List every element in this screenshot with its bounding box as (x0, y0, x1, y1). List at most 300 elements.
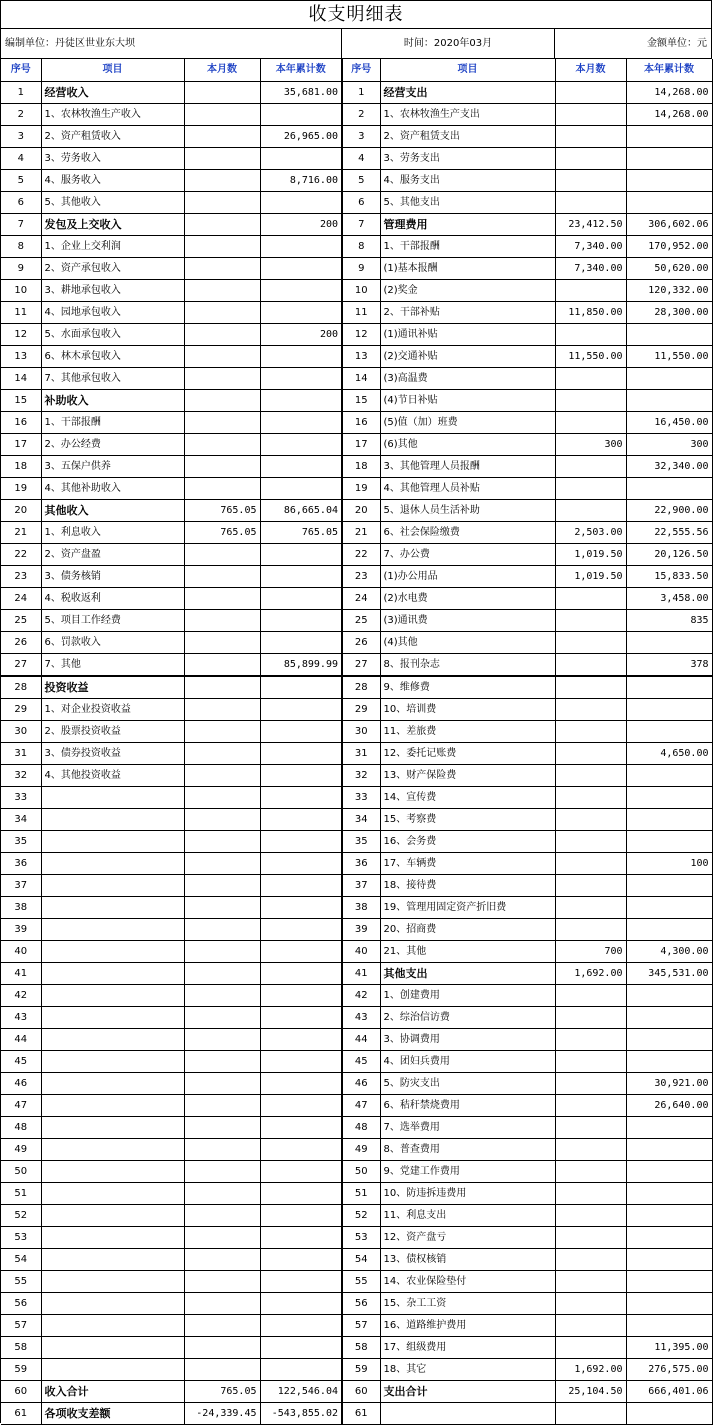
income-item-cell: 4、其他补助收入 (41, 477, 184, 499)
header-row (1, 59, 712, 81)
table-row (1, 411, 712, 433)
expense-ytd-cell (626, 1270, 712, 1292)
expense-ytd-cell (626, 698, 712, 720)
expense-ytd-cell (626, 1160, 712, 1182)
table-row (1, 631, 712, 653)
expense-month-cell (555, 499, 626, 521)
table-row (1, 808, 712, 830)
income-ytd-cell (260, 609, 342, 631)
table-row (1, 125, 712, 147)
income-month-cell (184, 147, 260, 169)
expense-ytd-cell: 378 (626, 653, 712, 676)
expense-item-cell: 12、委托记账费 (380, 742, 555, 764)
income-item-cell: 3、耕地承包收入 (41, 279, 184, 301)
expense-month-cell (555, 1314, 626, 1336)
header-expense-month: 本月数 (555, 59, 626, 81)
income-ytd-cell (260, 631, 342, 653)
table-row (1, 587, 712, 609)
expense-ytd-cell: 276,575.00 (626, 1358, 712, 1380)
income-seq-cell: 38 (1, 896, 41, 918)
table-row (1, 896, 712, 918)
expense-seq-cell: 12 (342, 323, 380, 345)
expense-month-cell (555, 1160, 626, 1182)
expense-month-cell (555, 808, 626, 830)
income-month-cell (184, 367, 260, 389)
expense-ytd-cell (626, 786, 712, 808)
income-item-cell (41, 896, 184, 918)
income-seq-cell: 54 (1, 1248, 41, 1270)
income-item-cell (41, 918, 184, 940)
expense-month-cell (555, 389, 626, 411)
income-ytd-cell (260, 1182, 342, 1204)
expense-month-cell (555, 720, 626, 742)
income-item-cell: 5、其他收入 (41, 191, 184, 213)
income-ytd-cell (260, 1138, 342, 1160)
header-expense-ytd: 本年累计数 (626, 59, 712, 81)
expense-ytd-cell: 306,602.06 (626, 213, 712, 235)
expense-month-cell (555, 1028, 626, 1050)
expense-ytd-cell: 11,550.00 (626, 345, 712, 367)
income-month-cell (184, 1270, 260, 1292)
table-row (1, 676, 712, 699)
income-month-cell (184, 477, 260, 499)
expense-month-cell (555, 125, 626, 147)
expense-item-cell: 4、服务支出 (380, 169, 555, 191)
header-income-month: 本月数 (184, 59, 260, 81)
income-seq-cell: 29 (1, 698, 41, 720)
income-month-cell (184, 169, 260, 191)
expense-seq-cell: 61 (342, 1402, 380, 1424)
income-seq-cell: 47 (1, 1094, 41, 1116)
expense-item-cell: 支出合计 (380, 1380, 555, 1402)
income-item-cell: 1、对企业投资收益 (41, 698, 184, 720)
expense-ytd-cell: 4,650.00 (626, 742, 712, 764)
expense-item-cell: 2、资产租赁支出 (380, 125, 555, 147)
header-expense-item: 项目 (380, 59, 555, 81)
expense-item-cell: 1、干部报酬 (380, 235, 555, 257)
expense-seq-cell: 11 (342, 301, 380, 323)
income-item-cell: 5、水面承包收入 (41, 323, 184, 345)
expense-item-cell: 8、报刊杂志 (380, 653, 555, 676)
income-month-cell (184, 1160, 260, 1182)
income-month-cell (184, 235, 260, 257)
income-item-cell: 3、劳务收入 (41, 147, 184, 169)
expense-seq-cell: 54 (342, 1248, 380, 1270)
expense-month-cell: 1,692.00 (555, 962, 626, 984)
income-ytd-cell (260, 1248, 342, 1270)
expense-item-cell: 16、道路维护费用 (380, 1314, 555, 1336)
income-item-cell: 7、其他承包收入 (41, 367, 184, 389)
income-ytd-cell (260, 587, 342, 609)
income-ytd-cell (260, 808, 342, 830)
table-row (1, 1380, 712, 1402)
income-item-cell: 3、债券投资收益 (41, 742, 184, 764)
income-ytd-cell (260, 1094, 342, 1116)
income-month-cell (184, 984, 260, 1006)
income-seq-cell: 5 (1, 169, 41, 191)
income-item-cell (41, 786, 184, 808)
income-ytd-cell (260, 1314, 342, 1336)
income-ytd-cell (260, 543, 342, 565)
expense-month-cell (555, 1116, 626, 1138)
income-ytd-cell (260, 852, 342, 874)
income-item-cell: 2、股票投资收益 (41, 720, 184, 742)
income-item-cell: 4、服务收入 (41, 169, 184, 191)
income-ytd-cell (260, 918, 342, 940)
income-seq-cell: 58 (1, 1336, 41, 1358)
expense-ytd-cell: 4,300.00 (626, 940, 712, 962)
expense-month-cell (555, 411, 626, 433)
expense-month-cell (555, 1050, 626, 1072)
income-month-cell (184, 676, 260, 699)
income-seq-cell: 52 (1, 1204, 41, 1226)
income-seq-cell: 55 (1, 1270, 41, 1292)
table-row (1, 786, 712, 808)
expense-ytd-cell (626, 477, 712, 499)
income-seq-cell: 21 (1, 521, 41, 543)
header-expense-seq: 序号 (342, 59, 380, 81)
expense-seq-cell: 56 (342, 1292, 380, 1314)
income-seq-cell: 40 (1, 940, 41, 962)
expense-seq-cell: 28 (342, 676, 380, 699)
table-row (1, 279, 712, 301)
income-seq-cell: 23 (1, 565, 41, 587)
income-month-cell (184, 1314, 260, 1336)
income-seq-cell: 34 (1, 808, 41, 830)
income-seq-cell: 15 (1, 389, 41, 411)
income-month-cell (184, 1336, 260, 1358)
income-item-cell: 1、农林牧渔生产收入 (41, 103, 184, 125)
income-seq-cell: 33 (1, 786, 41, 808)
income-seq-cell: 17 (1, 433, 41, 455)
income-month-cell: -24,339.45 (184, 1402, 260, 1424)
expense-seq-cell: 23 (342, 565, 380, 587)
expense-month-cell (555, 367, 626, 389)
expense-ytd-cell: 666,401.06 (626, 1380, 712, 1402)
expense-item-cell: 2、干部补贴 (380, 301, 555, 323)
expense-ytd-cell: 30,921.00 (626, 1072, 712, 1094)
expense-item-cell: (3)高温费 (380, 367, 555, 389)
table-row (1, 477, 712, 499)
income-item-cell: 4、其他投资收益 (41, 764, 184, 786)
income-month-cell (184, 433, 260, 455)
expense-ytd-cell: 15,833.50 (626, 565, 712, 587)
income-item-cell: 6、林木承包收入 (41, 345, 184, 367)
expense-ytd-cell (626, 1028, 712, 1050)
income-seq-cell: 7 (1, 213, 41, 235)
expense-seq-cell: 16 (342, 411, 380, 433)
expense-seq-cell: 2 (342, 103, 380, 125)
income-item-cell: 1、干部报酬 (41, 411, 184, 433)
income-ytd-cell (260, 764, 342, 786)
income-seq-cell: 41 (1, 962, 41, 984)
expense-item-cell: 9、维修费 (380, 676, 555, 699)
table-row (1, 698, 712, 720)
table-row (1, 830, 712, 852)
income-seq-cell: 28 (1, 676, 41, 699)
income-seq-cell: 25 (1, 609, 41, 631)
expense-item-cell: (1)通讯补贴 (380, 323, 555, 345)
expense-seq-cell: 24 (342, 587, 380, 609)
income-item-cell (41, 1292, 184, 1314)
income-seq-cell: 53 (1, 1226, 41, 1248)
table-row (1, 1248, 712, 1270)
income-seq-cell: 51 (1, 1182, 41, 1204)
table-row (1, 455, 712, 477)
income-month-cell (184, 609, 260, 631)
income-month-cell (184, 1006, 260, 1028)
expense-month-cell (555, 653, 626, 676)
expense-item-cell: (1)基本报酬 (380, 257, 555, 279)
table-row (1, 962, 712, 984)
expense-item-cell: (3)通讯费 (380, 609, 555, 631)
table-row (1, 521, 712, 543)
expense-month-cell (555, 147, 626, 169)
income-item-cell (41, 1006, 184, 1028)
income-month-cell: 765.05 (184, 499, 260, 521)
expense-month-cell: 25,104.50 (555, 1380, 626, 1402)
expense-ytd-cell: 26,640.00 (626, 1094, 712, 1116)
income-item-cell (41, 962, 184, 984)
expense-ytd-cell: 16,450.00 (626, 411, 712, 433)
expense-ytd-cell: 20,126.50 (626, 543, 712, 565)
income-ytd-cell (260, 367, 342, 389)
expense-month-cell (555, 830, 626, 852)
income-seq-cell: 59 (1, 1358, 41, 1380)
income-month-cell (184, 698, 260, 720)
expense-month-cell (555, 81, 626, 103)
expense-month-cell (555, 1204, 626, 1226)
expense-item-cell: 21、其他 (380, 940, 555, 962)
expense-month-cell (555, 103, 626, 125)
income-ytd-cell (260, 389, 342, 411)
expense-item-cell: 4、团妇兵费用 (380, 1050, 555, 1072)
expense-item-cell: 13、财产保险费 (380, 764, 555, 786)
expense-ytd-cell (626, 1292, 712, 1314)
income-month-cell (184, 742, 260, 764)
income-seq-cell: 9 (1, 257, 41, 279)
table-row (1, 1050, 712, 1072)
income-ytd-cell (260, 477, 342, 499)
expense-item-cell: 17、车辆费 (380, 852, 555, 874)
table-row (1, 852, 712, 874)
expense-ytd-cell (626, 1204, 712, 1226)
income-seq-cell: 13 (1, 345, 41, 367)
table-row (1, 213, 712, 235)
table-row (1, 1160, 712, 1182)
income-ytd-cell (260, 301, 342, 323)
income-item-cell (41, 1028, 184, 1050)
table-row (1, 653, 712, 676)
income-ytd-cell: 85,899.99 (260, 653, 342, 676)
income-item-cell: 3、债务核销 (41, 565, 184, 587)
income-month-cell (184, 125, 260, 147)
table-row (1, 389, 712, 411)
expense-item-cell: 6、秸秆禁烧费用 (380, 1094, 555, 1116)
income-ytd-cell (260, 433, 342, 455)
income-ytd-cell (260, 1292, 342, 1314)
expense-seq-cell: 1 (342, 81, 380, 103)
income-seq-cell: 6 (1, 191, 41, 213)
income-ytd-cell (260, 1028, 342, 1050)
expense-seq-cell: 60 (342, 1380, 380, 1402)
income-item-cell (41, 940, 184, 962)
income-seq-cell: 16 (1, 411, 41, 433)
expense-month-cell: 700 (555, 940, 626, 962)
income-item-cell (41, 830, 184, 852)
income-item-cell: 7、其他 (41, 653, 184, 676)
income-seq-cell: 10 (1, 279, 41, 301)
expense-item-cell: 1、农林牧渔生产支出 (380, 103, 555, 125)
expense-ytd-cell: 22,555.56 (626, 521, 712, 543)
income-item-cell: 2、办公经费 (41, 433, 184, 455)
income-month-cell (184, 1248, 260, 1270)
expense-ytd-cell (626, 147, 712, 169)
expense-item-cell: 20、招商费 (380, 918, 555, 940)
income-seq-cell: 35 (1, 830, 41, 852)
income-item-cell (41, 1138, 184, 1160)
table-row (1, 169, 712, 191)
income-seq-cell: 46 (1, 1072, 41, 1094)
expense-month-cell (555, 477, 626, 499)
income-ytd-cell (260, 676, 342, 699)
expense-ytd-cell (626, 1402, 712, 1424)
income-seq-cell: 3 (1, 125, 41, 147)
expense-item-cell: 7、选举费用 (380, 1116, 555, 1138)
income-month-cell (184, 565, 260, 587)
income-ytd-cell (260, 103, 342, 125)
table-row (1, 918, 712, 940)
table-row (1, 940, 712, 962)
income-ytd-cell: 35,681.00 (260, 81, 342, 103)
income-month-cell (184, 323, 260, 345)
income-ytd-cell (260, 1006, 342, 1028)
expense-item-cell: (4)节日补贴 (380, 389, 555, 411)
expense-month-cell: 11,550.00 (555, 345, 626, 367)
expense-item-cell: 17、组级费用 (380, 1336, 555, 1358)
expense-item-cell: (2)交通补贴 (380, 345, 555, 367)
expense-item-cell: 19、管理用固定资产折旧费 (380, 896, 555, 918)
income-item-cell (41, 1226, 184, 1248)
income-item-cell (41, 1116, 184, 1138)
income-month-cell (184, 962, 260, 984)
expense-ytd-cell (626, 808, 712, 830)
expense-seq-cell: 42 (342, 984, 380, 1006)
expense-item-cell: 16、会务费 (380, 830, 555, 852)
income-seq-cell: 24 (1, 587, 41, 609)
expense-item-cell: 10、培训费 (380, 698, 555, 720)
expense-seq-cell: 14 (342, 367, 380, 389)
expense-seq-cell: 29 (342, 698, 380, 720)
table-row (1, 1072, 712, 1094)
income-month-cell (184, 1050, 260, 1072)
table-row (1, 1226, 712, 1248)
table-row (1, 764, 712, 786)
table-row (1, 565, 712, 587)
expense-ytd-cell (626, 125, 712, 147)
expense-ytd-cell: 835 (626, 609, 712, 631)
income-seq-cell: 61 (1, 1402, 41, 1424)
income-month-cell (184, 257, 260, 279)
expense-ytd-cell: 14,268.00 (626, 81, 712, 103)
income-item-cell (41, 1160, 184, 1182)
expense-item-cell: 11、差旅费 (380, 720, 555, 742)
expense-seq-cell: 26 (342, 631, 380, 653)
income-item-cell: 4、税收返利 (41, 587, 184, 609)
income-seq-cell: 44 (1, 1028, 41, 1050)
expense-ytd-cell: 120,332.00 (626, 279, 712, 301)
table-row (1, 1204, 712, 1226)
income-item-cell: 5、项目工作经费 (41, 609, 184, 631)
table-row (1, 1314, 712, 1336)
income-item-cell (41, 1050, 184, 1072)
income-item-cell: 6、罚款收入 (41, 631, 184, 653)
income-seq-cell: 2 (1, 103, 41, 125)
income-month-cell (184, 213, 260, 235)
income-month-cell (184, 940, 260, 962)
income-ytd-cell (260, 830, 342, 852)
income-month-cell (184, 389, 260, 411)
expense-item-cell: 5、退休人员生活补助 (380, 499, 555, 521)
expense-seq-cell: 3 (342, 125, 380, 147)
income-month-cell (184, 543, 260, 565)
income-month-cell (184, 720, 260, 742)
income-item-cell (41, 1094, 184, 1116)
income-seq-cell: 36 (1, 852, 41, 874)
expense-seq-cell: 30 (342, 720, 380, 742)
income-item-cell (41, 1336, 184, 1358)
income-item-cell: 各项收支差额 (41, 1402, 184, 1424)
expense-seq-cell: 37 (342, 874, 380, 896)
expense-month-cell: 1,019.50 (555, 543, 626, 565)
income-item-cell: 3、五保户供养 (41, 455, 184, 477)
income-seq-cell: 48 (1, 1116, 41, 1138)
expense-seq-cell: 41 (342, 962, 380, 984)
expense-seq-cell: 7 (342, 213, 380, 235)
income-item-cell: 经营收入 (41, 81, 184, 103)
expense-seq-cell: 40 (342, 940, 380, 962)
expense-ytd-cell (626, 1050, 712, 1072)
expense-ytd-cell: 345,531.00 (626, 962, 712, 984)
expense-month-cell (555, 896, 626, 918)
income-month-cell (184, 411, 260, 433)
expense-month-cell (555, 852, 626, 874)
expense-month-cell (555, 631, 626, 653)
expense-item-cell (380, 1402, 555, 1424)
income-item-cell (41, 1204, 184, 1226)
expense-seq-cell: 43 (342, 1006, 380, 1028)
table-row (1, 720, 712, 742)
income-ytd-cell (260, 1072, 342, 1094)
table-row (1, 103, 712, 125)
table-row (1, 499, 712, 521)
income-ytd-cell: 200 (260, 323, 342, 345)
expense-ytd-cell (626, 984, 712, 1006)
expense-month-cell (555, 609, 626, 631)
expense-seq-cell: 25 (342, 609, 380, 631)
income-item-cell (41, 1314, 184, 1336)
table-row (1, 301, 712, 323)
income-ytd-cell (260, 1336, 342, 1358)
income-month-cell (184, 345, 260, 367)
expense-item-cell: 15、杂工工资 (380, 1292, 555, 1314)
expense-item-cell: (5)值（加）班费 (380, 411, 555, 433)
income-ytd-cell (260, 565, 342, 587)
income-item-cell: 其他收入 (41, 499, 184, 521)
income-month-cell (184, 455, 260, 477)
income-seq-cell: 37 (1, 874, 41, 896)
income-ytd-cell: 86,665.04 (260, 499, 342, 521)
